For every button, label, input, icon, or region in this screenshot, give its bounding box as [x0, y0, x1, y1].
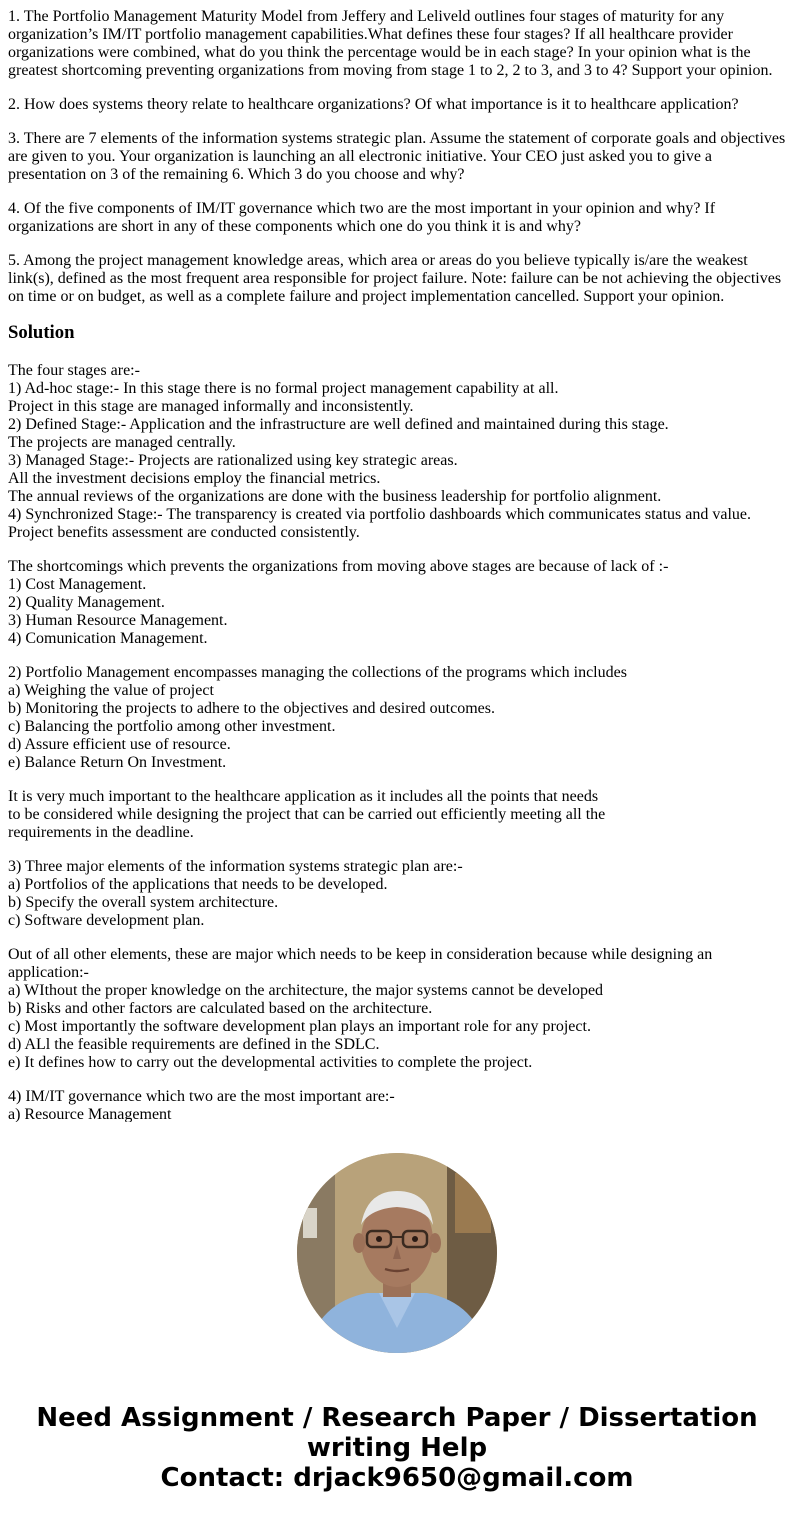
answer-line: a) Portfolios of the applications that needs to be developed.	[8, 876, 388, 893]
answer-line: Project benefits assessment are conducted consistently.	[8, 524, 360, 541]
question-4: 4. Of the five components of IM/IT governance which two are the most important in your opinion and why? If organizations are short in any of these components which one do you think it is and why?	[8, 200, 716, 235]
person-photo-icon	[297, 1153, 497, 1353]
answer-line: 4) Synchronized Stage:- The transparency is created via portfolio dashboards which communicates status and value.	[8, 506, 752, 523]
answer-line: a) Weighing the value of project	[8, 682, 214, 699]
answer-line: to be considered while designing the project that can be carried out efficiently meeting all the	[8, 806, 606, 823]
answer-line: a) Resource Management	[8, 1106, 172, 1122]
answer-line: c) Balancing the portfolio among other investment.	[8, 718, 336, 735]
answer-line: b) Specify the overall system architecture.	[8, 894, 279, 911]
answer-line: All the investment decisions employ the financial metrics.	[8, 470, 381, 487]
question-2: 2. How does systems theory relate to healthcare organizations? Of what importance is it to healthcare application?	[8, 96, 739, 113]
question-5: 5. Among the project management knowledge areas, which area or areas do you believe typically is/are the weakest link(s), defined as the most frequent area responsible for project failure. Note: failure can be not achieving the objectives on time or on budget, as well as a complete failure and project implementation cancelled. Support your opinion.	[8, 252, 782, 305]
answer-line: requirements in the deadline.	[8, 824, 194, 841]
answer-line: c) Most importantly the software development plan plays an important role for any project.	[8, 1018, 591, 1035]
question-1: 1. The Portfolio Management Maturity Model from Jeffery and Leliveld outlines four stages of maturity for any organization’s IM/IT portfolio management capabilities.What defines these four stages? If all healthcare provider organizations were combined, what do you think the percentage would be in each stage? In your opinion what is the greatest shortcoming preventing organizations from moving from stage 1 to 2, 2 to 3, and 3 to 4? Support your opinion.	[8, 8, 773, 79]
answer-line: 2) Portfolio Management encompasses managing the collections of the programs which includes	[8, 664, 627, 681]
answer-paragraph	[8, 788, 788, 842]
document-body	[8, 8, 788, 1122]
promo-contact: Contact: drjack9650@gmail.com	[160, 1463, 634, 1493]
promo-line-2: writing Help	[306, 1433, 488, 1463]
answer-paragraph	[8, 558, 788, 648]
question-list	[8, 8, 788, 306]
answer-line: Project in this stage are managed informally and inconsistently.	[8, 398, 414, 415]
answer-line: The annual reviews of the organizations are done with the business leadership for portfolio alignment.	[8, 488, 662, 505]
answer-line: The projects are managed centrally.	[8, 434, 236, 451]
answer-line: 3) Human Resource Management.	[8, 612, 228, 629]
answer-section	[8, 362, 788, 1122]
answer-paragraph	[8, 362, 788, 542]
answer-line: 2) Defined Stage:- Application and the infrastructure are well defined and maintained during this stage.	[8, 416, 669, 433]
answer-paragraph	[8, 1088, 788, 1122]
answer-line: Out of all other elements, these are major which needs to be keep in consideration because while designing an application:-	[8, 946, 713, 981]
answer-line: e) It defines how to carry out the developmental activities to complete the project.	[8, 1054, 533, 1071]
promo-line-1: Need Assignment / Research Paper / Dissertation	[36, 1403, 758, 1433]
answer-line: 3) Three major elements of the information systems strategic plan are:-	[8, 858, 463, 875]
answer-line: e) Balance Return On Investment.	[8, 754, 227, 771]
answer-line: b) Monitoring the projects to adhere to the objectives and desired outcomes.	[8, 700, 495, 717]
answer-line: b) Risks and other factors are calculated based on the architecture.	[8, 1000, 433, 1017]
answer-line: The four stages are:-	[8, 362, 140, 379]
question-3: 3. There are 7 elements of the information systems strategic plan. Assume the statement of corporate goals and objectives are given to you. Your organization is launching an all electronic initiative. Your CEO just asked you to give a presentation on 3 of the remaining 6. Which 3 do you choose and why?	[8, 130, 786, 183]
answer-line: The shortcomings which prevents the organizations from moving above stages are because of lack of :-	[8, 558, 669, 575]
answer-line: 2) Quality Management.	[8, 594, 165, 611]
answer-line: d) Assure efficient use of resource.	[8, 736, 231, 753]
answer-line: d) ALl the feasible requirements are defined in the SDLC.	[8, 1036, 380, 1053]
answer-line: 4) IM/IT governance which two are the most important are:-	[8, 1088, 395, 1105]
answer-paragraph	[8, 946, 788, 1072]
solution-heading: Solution	[8, 322, 75, 343]
answer-line: 4) Comunication Management.	[8, 630, 208, 647]
answer-line: 1) Cost Management.	[8, 576, 147, 593]
promo-footer	[0, 1403, 794, 1493]
answer-line: 1) Ad-hoc stage:- In this stage there is no formal project management capability at all.	[8, 380, 559, 397]
answer-line: It is very much important to the healthcare application as it includes all the points that needs	[8, 788, 599, 805]
answer-line: a) WIthout the proper knowledge on the architecture, the major systems cannot be developed	[8, 982, 604, 999]
answer-line: c) Software development plan.	[8, 912, 205, 929]
answer-line: 3) Managed Stage:- Projects are rationalized using key strategic areas.	[8, 452, 458, 469]
answer-paragraph	[8, 664, 788, 772]
answer-paragraph	[8, 858, 788, 930]
author-avatar	[297, 1153, 497, 1353]
